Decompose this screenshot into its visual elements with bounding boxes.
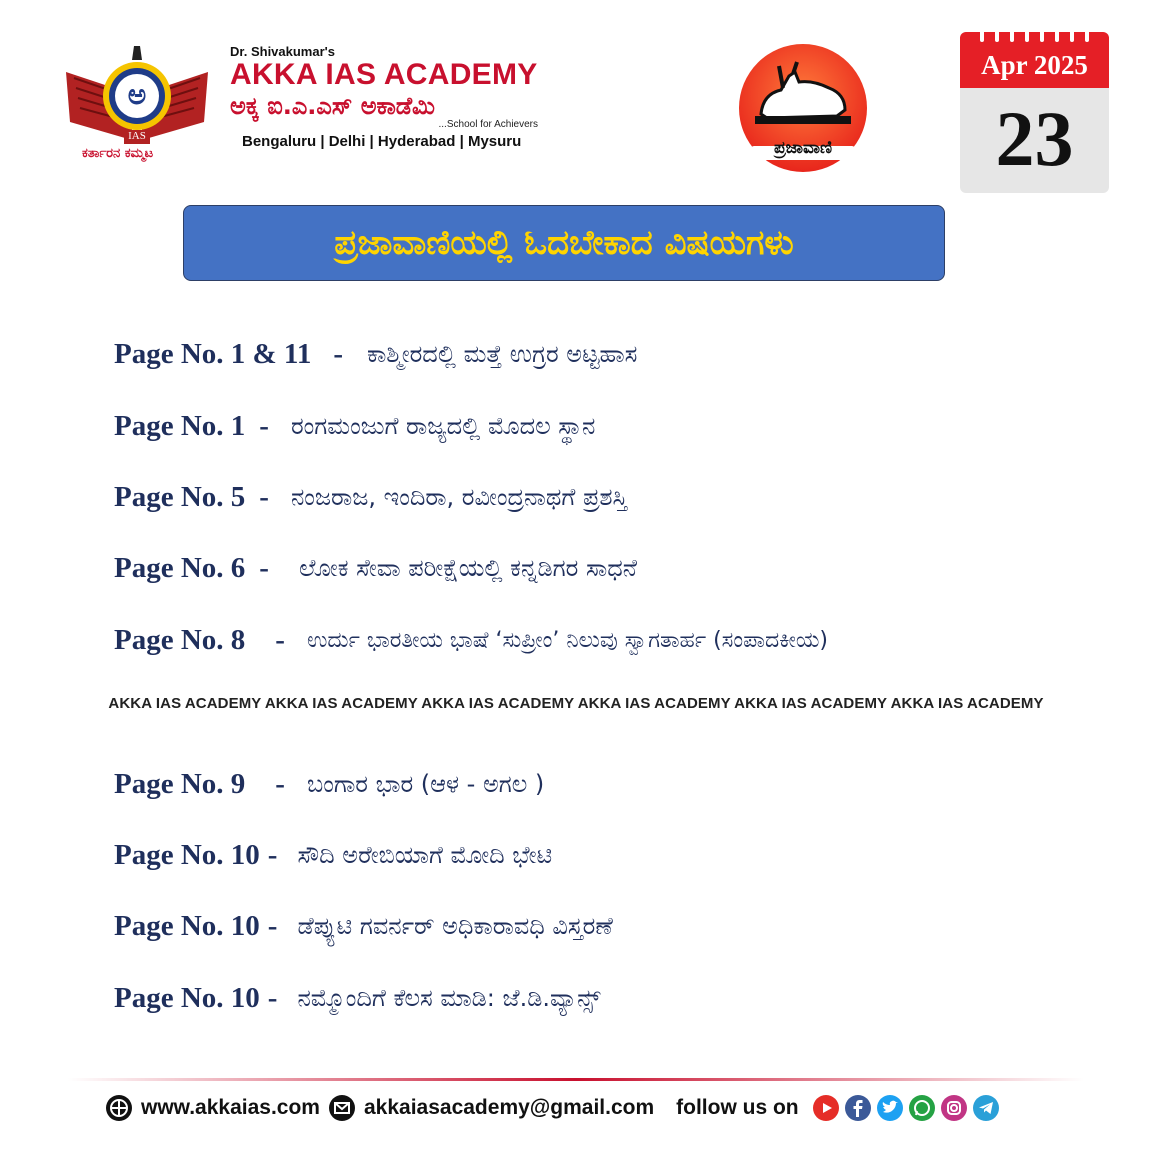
article-title: ಡೆಪ್ಯುಟಿ ಗವರ್ನರ್ ಅಧಿಕಾರಾವಧಿ ವಿಸ್ತರಣೆ [297, 912, 613, 940]
heading-banner [183, 205, 945, 281]
academy-name-kannada: ಅಕ್ಕ ಐ.ಎ.ಎಸ್ ಅಕಾಡೆಮಿ [230, 92, 435, 120]
article-title: ರಂಗಮಂಜುಗೆ ರಾಜ್ಯದಲ್ಲಿ ಮೊದಲ ಸ್ಥಾನ [290, 412, 596, 440]
article-title: ಲೋಕ ಸೇವಾ ಪರೀಕ್ಷೆಯಲ್ಲಿ ಕನ್ನಡಿಗರ ಸಾಧನೆ [298, 554, 638, 582]
academy-brand [230, 44, 560, 150]
article-page-number: Page No. 10 [114, 981, 260, 1014]
article-row [114, 976, 601, 1020]
article-title: ಕಾಶ್ಮೀರದಲ್ಲಿ ಮತ್ತೆ ಉಗ್ರರ ಅಟ್ಟಹಾಸ [367, 340, 638, 368]
telegram-icon[interactable] [973, 1095, 999, 1121]
heading-banner-title: ಪ್ರಜಾವಾಣಿಯಲ್ಲಿ ಓದಬೇಕಾದ ವಿಷಯಗಳು [334, 223, 794, 263]
instagram-icon[interactable] [941, 1095, 967, 1121]
email-link[interactable]: akkaiasacademy@gmail.com [363, 1096, 655, 1119]
article-separator: - [259, 551, 269, 584]
article-row [114, 904, 613, 948]
newspaper-name: ಪ್ರಜಾವಾಣಿ [773, 138, 833, 158]
article-row [114, 332, 637, 376]
article-page-number: Page No. 10 [114, 909, 260, 942]
article-title: ನಂಜರಾಜ, ಇಂದಿರಾ, ರವೀಂದ್ರನಾಥಗೆ ಪ್ರಶಸ್ತಿ [290, 483, 628, 511]
logo-tagline: ಕರ್ತಾರನ ಕಮ್ಮಟ [82, 146, 154, 161]
article-separator: - [333, 337, 344, 370]
follow-label: follow us on [676, 1096, 799, 1119]
article-page-number: Page No. 1 [114, 409, 246, 442]
website-link[interactable]: www.akkaias.com [141, 1096, 320, 1119]
article-separator: - [267, 981, 278, 1014]
article-row [114, 618, 828, 662]
article-separator: - [259, 480, 269, 513]
article-page-number: Page No. 1 & 11 [114, 337, 312, 370]
article-page-number: Page No. 8 [114, 623, 246, 656]
facebook-icon[interactable] [845, 1095, 871, 1121]
article-page-number: Page No. 10 [114, 838, 260, 871]
twitter-icon[interactable] [877, 1095, 903, 1121]
article-row [114, 546, 637, 590]
calendar-body [960, 88, 1109, 193]
article-separator: - [275, 767, 285, 800]
article-separator: - [275, 623, 285, 656]
academy-name: AKKA IAS ACADEMY [230, 58, 538, 91]
logo-letter: ಅ [127, 78, 147, 111]
article-row [114, 475, 627, 519]
academy-logo [62, 44, 212, 174]
calendar-month-year: Apr 2025 [981, 50, 1088, 80]
article-page-number: Page No. 5 [114, 480, 246, 513]
footer-contact [105, 1092, 999, 1124]
article-row [114, 833, 552, 877]
article-separator: - [259, 409, 269, 442]
globe-icon [105, 1094, 133, 1122]
youtube-icon[interactable] [813, 1095, 839, 1121]
article-row [114, 762, 544, 806]
watermark-strip: AKKA IAS ACADEMY AKKA IAS ACADEMY AKKA IAS ACADEMY AKKA IAS ACADEMY AKKA IAS ACADEMY AKKA IAS ACADEMY [108, 695, 1044, 712]
academy-cities: Bengaluru | Delhi | Hyderabad | Mysuru [242, 133, 522, 150]
whatsapp-icon[interactable] [909, 1095, 935, 1121]
newspaper-logo [733, 42, 873, 174]
article-page-number: Page No. 9 [114, 767, 246, 800]
academy-slogan: ...School for Achievers [438, 119, 538, 130]
article-title: ಸೌದಿ ಅರೇಬಿಯಾಗೆ ಮೋದಿ ಭೇಟಿ [297, 841, 553, 869]
article-title: ಉರ್ದು ಭಾರತೀಯ ಭಾಷೆ ‘ಸುಪ್ರೀಂ’ ನಿಲುವು ಸ್ವಾಗತಾರ್ಹ (ಸಂಪಾದಕೀಯ) [306, 627, 828, 653]
calendar-rings-icon [960, 26, 1109, 46]
date-calendar [960, 32, 1109, 193]
article-separator: - [267, 838, 278, 871]
calendar-day: 23 [995, 95, 1074, 182]
article-title: ನಮ್ಮೊಂದಿಗೆ ಕೆಲಸ ಮಾಡಿ: ಜೆ.ಡಿ.ವ್ಯಾನ್ಸ್ [297, 984, 601, 1012]
article-title: ಬಂಗಾರ ಭಾರ (ಆಳ - ಅಗಲ ) [306, 770, 545, 798]
article-page-number: Page No. 6 [114, 551, 246, 584]
article-row [114, 404, 595, 448]
logo-badge: IAS [128, 130, 146, 142]
academy-prefix: Dr. Shivakumar's [230, 44, 335, 59]
article-separator: - [267, 909, 278, 942]
footer-divider [68, 1078, 1084, 1081]
email-icon [328, 1094, 356, 1122]
